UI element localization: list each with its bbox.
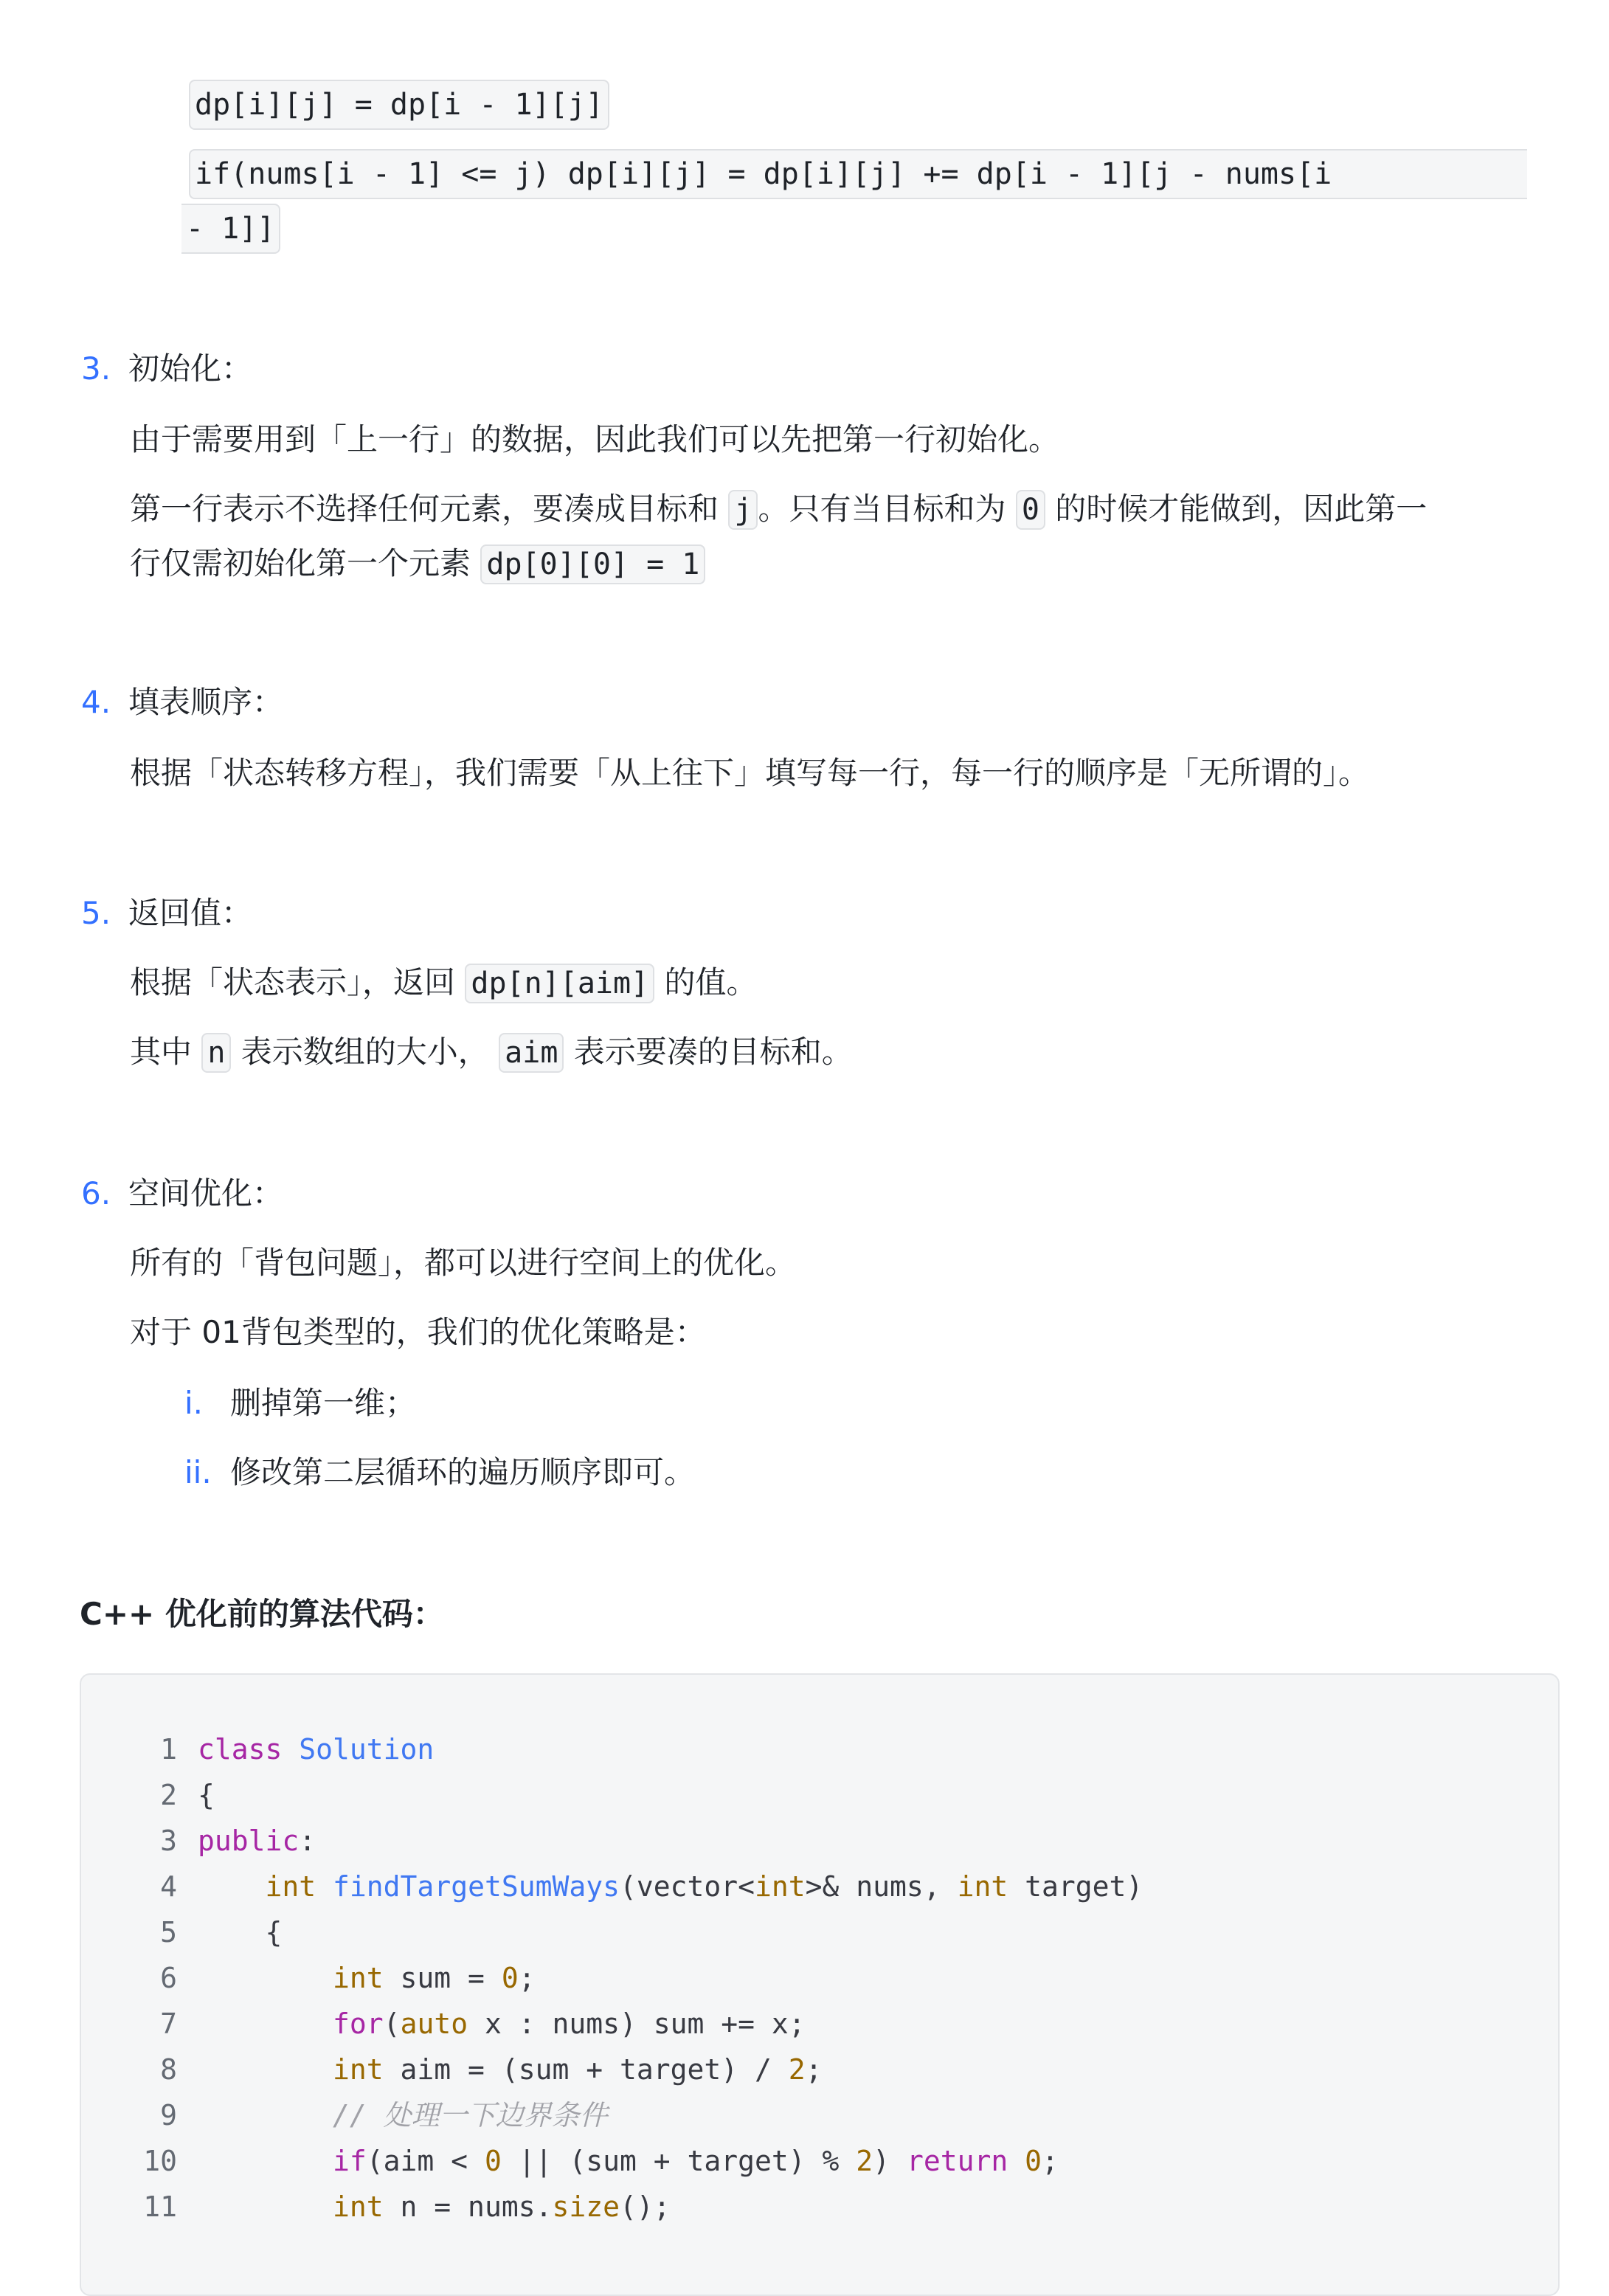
code-line [81,1772,215,1818]
inline-code: n [201,1033,231,1073]
sublist-item: 删掉第一维； [230,1385,417,1421]
code-token: target) [1008,1870,1143,1903]
code-token: 0 [1025,2145,1042,2177]
code-token [282,1733,299,1766]
code-token: Solution [299,1733,435,1766]
line-number: 7 [160,2008,177,2040]
line-number: 11 [143,2190,177,2223]
paragraph [130,750,1369,797]
code-token: 2 [856,2145,873,2177]
code-token: sum = [383,1962,502,1994]
line-number: 3 [160,1825,177,1857]
code-token: int [333,2190,384,2223]
line-number: 10 [143,2145,177,2177]
code-line [81,1955,536,2001]
formula-pick-continued: - 1]] [181,204,280,254]
section-title: 初始化： [128,350,253,387]
code-token [316,1870,333,1903]
code-token: ; [805,2053,823,2086]
code-line [81,2092,608,2138]
text: 表示要凑的目标和。 [564,1034,853,1070]
code-line [81,1909,282,1955]
paragraph [130,416,1059,463]
inline-code: dp[0][0] = 1 [480,544,705,584]
line-number: 2 [160,1779,177,1811]
code-token [198,2099,333,2131]
code-token: 2 [788,2053,806,2086]
code-token: int [265,1870,316,1903]
paragraph [130,1239,796,1287]
code-token: (); [619,2190,671,2223]
code-line [81,2001,806,2047]
sublist-number: i. [184,1385,204,1421]
paragraph [130,959,758,1007]
code-token: x : nums) sum += x; [468,2008,806,2040]
code-token: 0 [501,1962,519,1994]
inline-code: j [728,490,758,530]
code-token: int [333,2053,384,2086]
code-token: 0 [484,2145,502,2177]
code-token: n = nums. [383,2190,553,2223]
code-token [198,2008,333,2040]
text: 的时候才能做到，因此第一 [1045,491,1428,527]
text: 。只有当目标和为 [758,491,1016,527]
code-token [198,2145,333,2177]
code-token: ( [383,2008,401,2040]
code-token [198,1962,333,1994]
code-token: int [333,1962,384,1994]
text: 对于 01背包类型的，我们的优化策略是： [130,1314,706,1350]
code-token [1008,2145,1025,2177]
text: 行仅需初始化第一个元素 [130,545,481,581]
code-line [81,1726,434,1772]
code-token [198,1870,266,1903]
formula-no-pick: dp[i][j] = dp[i - 1][j] [189,80,609,130]
paragraph [130,1028,853,1076]
sublist-number: ii. [184,1454,212,1490]
text: 根据「状态表示」，返回 [130,964,466,1000]
code-block [80,1673,1560,2296]
line-number: 5 [160,1916,177,1949]
text: 第一行表示不选择任何元素，要凑成目标和 [130,491,729,527]
code-line [81,2138,1059,2184]
code-token: ; [1042,2145,1059,2177]
list-number: 4. [81,684,111,720]
list-number: 6. [81,1175,111,1211]
code-token: size [552,2190,620,2223]
code-token: int [957,1870,1008,1903]
code-token: if [333,2145,367,2177]
code-token: return [906,2145,1008,2177]
inline-code: dp[n][aim] [465,964,654,1003]
section-title: 返回值： [128,895,253,931]
code-token: ; [518,1962,536,1994]
code-line [81,1864,1143,1909]
formula-pick: if(nums[i - 1] <= j) dp[i][j] = dp[i][j] += dp[i - 1][j - nums[i [189,149,1527,199]
list-number: 5. [81,895,111,931]
inline-code: aim [499,1033,564,1073]
code-token: class [198,1733,283,1766]
code-line [81,1818,316,1864]
line-number: 6 [160,1962,177,1994]
line-number: 4 [160,1870,177,1903]
code-token: || (sum + target) % [501,2145,857,2177]
code-token: { [198,1779,215,1811]
paragraph [130,540,705,588]
text: 的值。 [654,964,758,1000]
line-number: 1 [160,1733,177,1766]
text: 由于需要用到「上一行」的数据，因此我们可以先把第一行初始化。 [130,421,1060,457]
line-number: 9 [160,2099,177,2131]
code-token: (aim < [366,2145,485,2177]
code-token: ) [873,2145,907,2177]
code-token: : [299,1825,316,1857]
list-number: 3. [81,350,111,387]
code-token: >& nums, [805,1870,958,1903]
code-token: findTargetSumWays [333,1870,620,1903]
text: 表示数组的大小， [231,1034,499,1070]
code-token [198,2190,333,2223]
code-token: // 处理一下边界条件 [333,2099,608,2131]
text: 根据「状态转移方程」，我们需要「从上往下」填写每一行，每一行的顺序是「无所谓的」。 [130,755,1370,791]
code-heading: C++ 优化前的算法代码： [80,1596,444,1632]
section-title: 填表顺序： [128,684,284,720]
section-title: 空间优化： [128,1175,284,1211]
code-line [81,2047,823,2092]
code-token: for [333,2008,384,2040]
code-token: aim = (sum + target) / [383,2053,789,2086]
code-token [198,2053,333,2086]
text: 其中 [130,1034,202,1070]
code-token: { [198,1916,283,1949]
line-number: 8 [160,2053,177,2086]
paragraph [130,1309,706,1356]
code-token: (vector< [619,1870,755,1903]
text: 所有的「背包问题」，都可以进行空间上的优化。 [130,1245,797,1281]
sublist-item: 修改第二层循环的遍历顺序即可。 [230,1454,696,1490]
code-token: int [755,1870,806,1903]
code-token: auto [400,2008,468,2040]
code-line [81,2184,671,2230]
paragraph [130,485,1427,533]
code-token: public [198,1825,300,1857]
inline-code: 0 [1016,490,1045,530]
